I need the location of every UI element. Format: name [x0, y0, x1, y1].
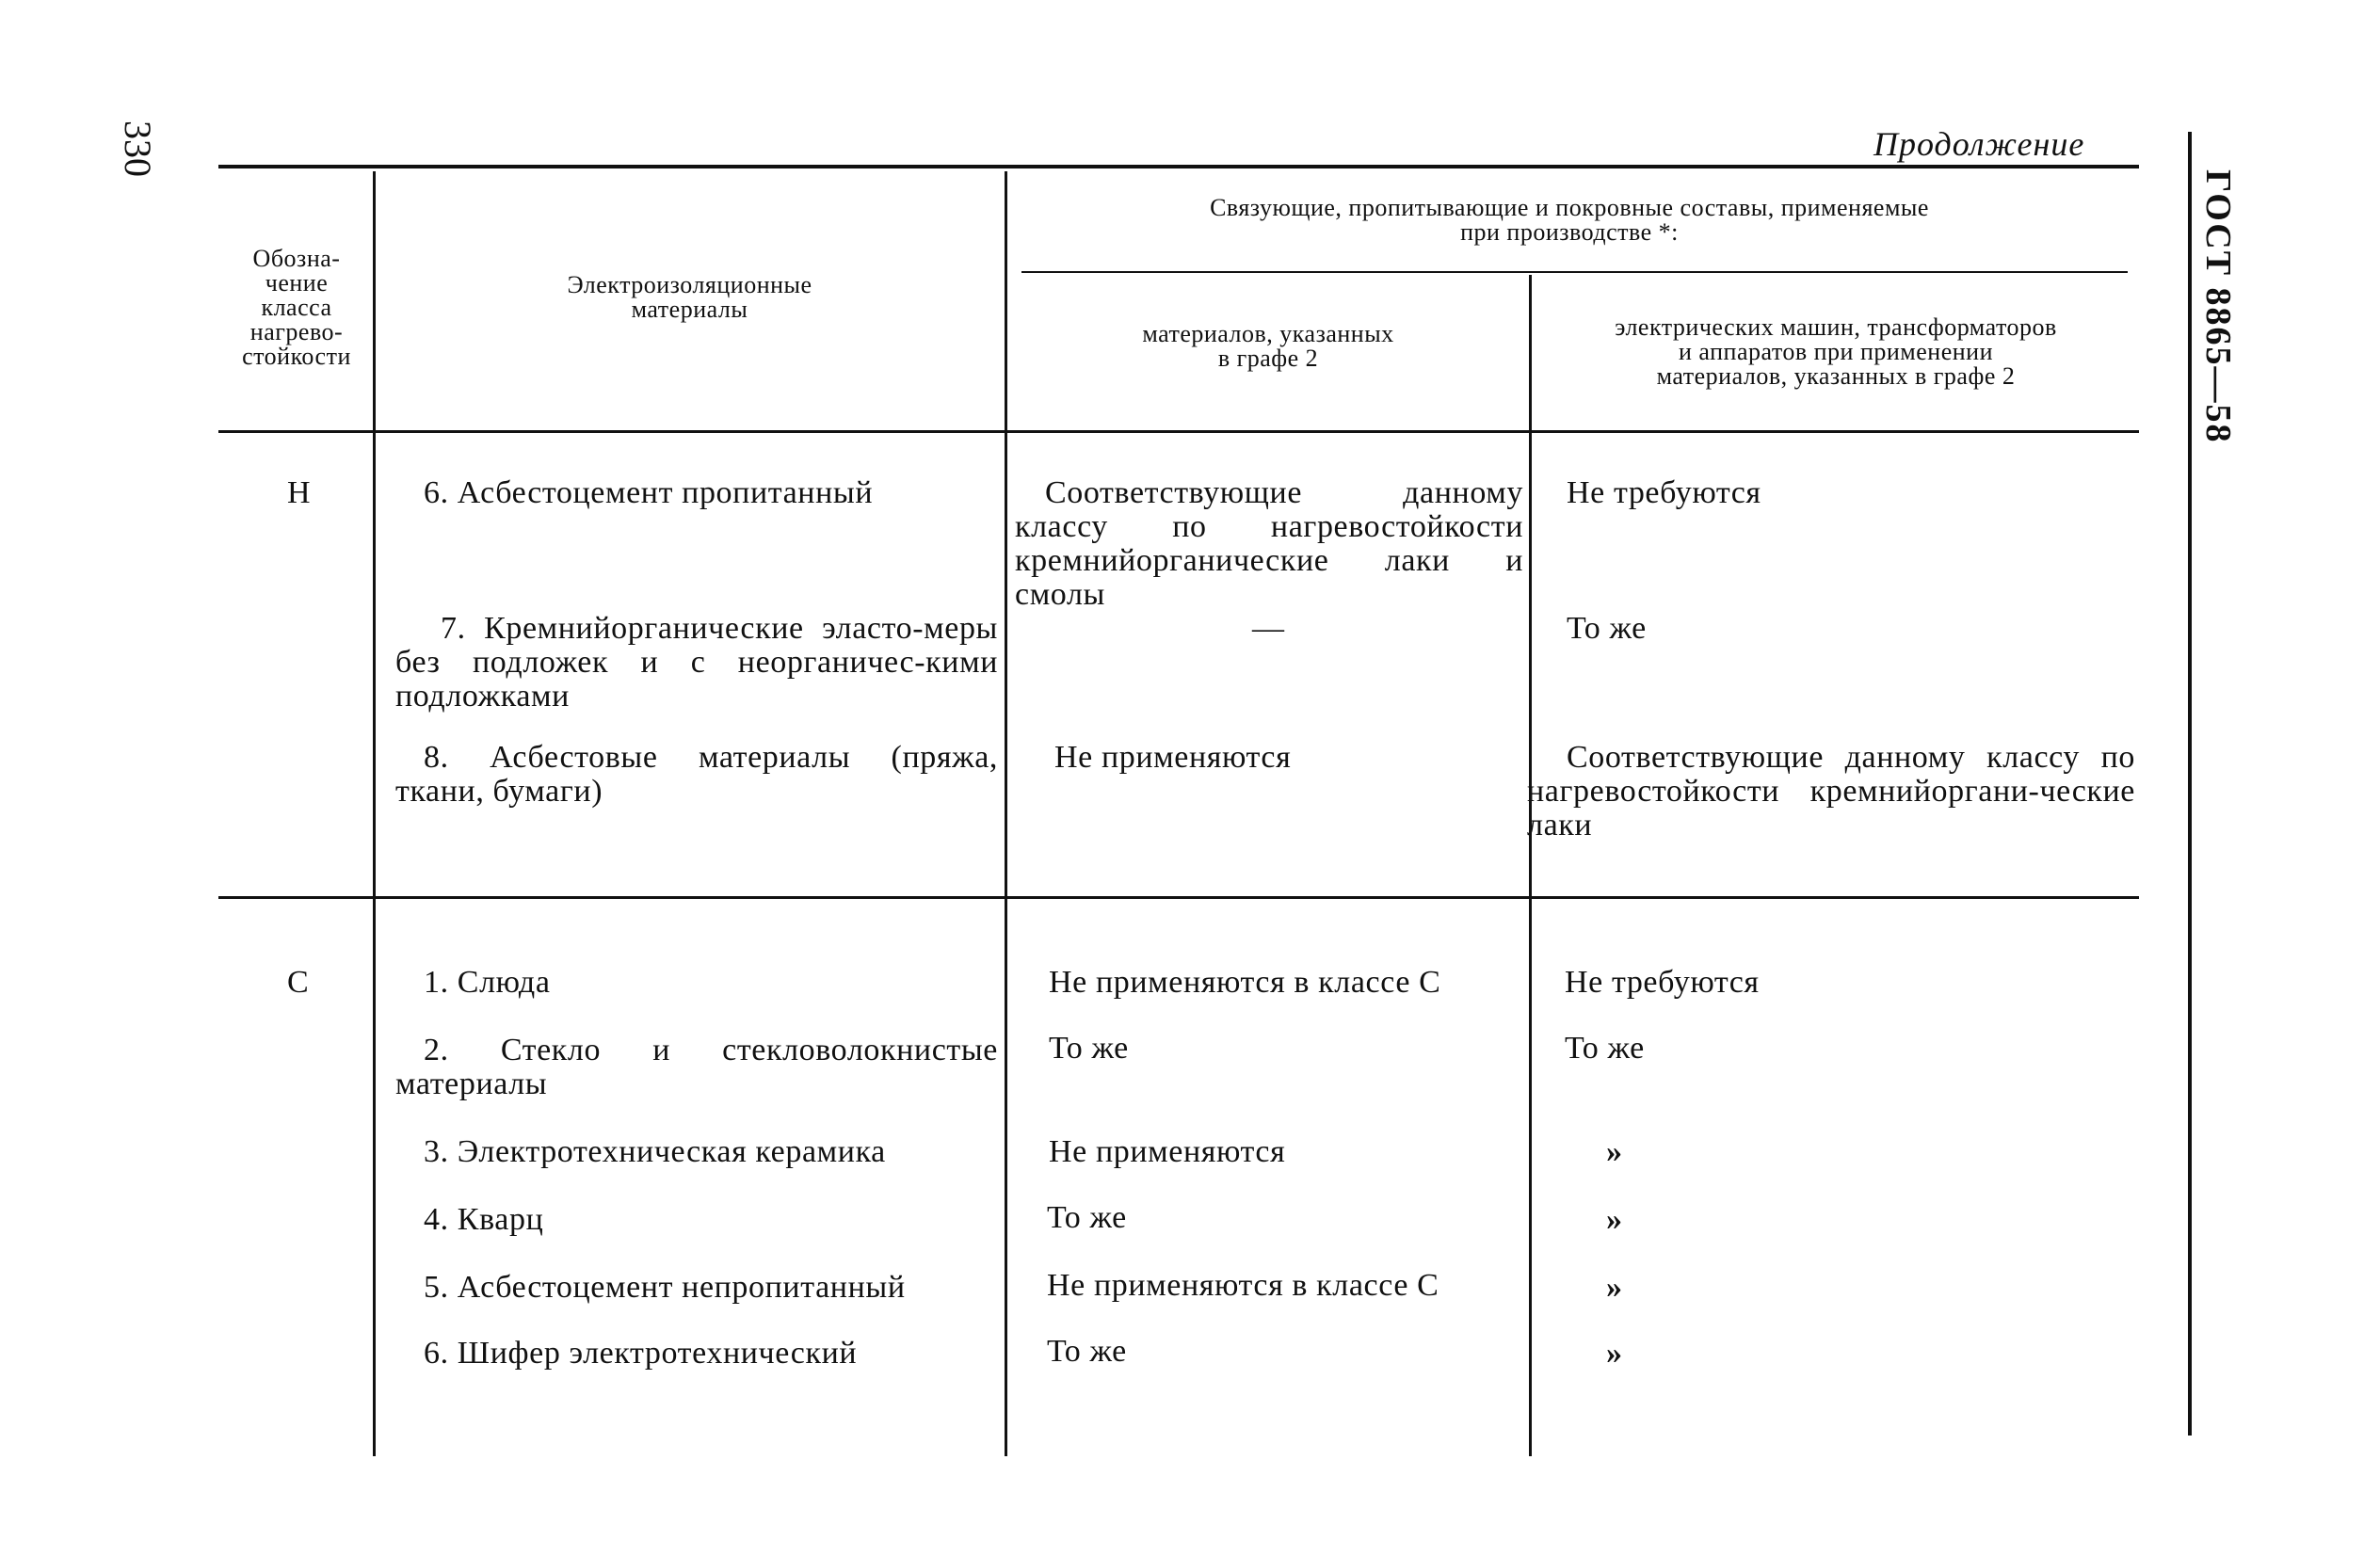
material-h-7: 7. Кремнийорганические эласто-меры без подложек и с неорганичес-кими подложками: [395, 611, 998, 714]
header-materials: Электроизоляционные материалы: [567, 271, 812, 323]
material-c-5: 5. Асбестоцемент непропитанный: [424, 1270, 906, 1305]
col-divider-2: [1005, 171, 1007, 1456]
group-header-rule: [1021, 271, 2128, 273]
material-c-6: 6. Шифер электротехнический: [424, 1336, 858, 1371]
material-c-2: 2. Стекло и стекловолокнистые материалы: [395, 1033, 998, 1101]
machines-h-8: Соответствующие данному классу по нагревостойкости кремнийоргани-ческие лаки: [1527, 740, 2135, 842]
machines-c-6: »: [1606, 1336, 1623, 1371]
right-margin-rule: [2188, 132, 2192, 1436]
binders-c-3: Не применяются: [1049, 1134, 1286, 1169]
class-label-c: С: [287, 965, 310, 1000]
table-top-rule: [218, 165, 2139, 168]
machines-c-2: То же: [1565, 1031, 1645, 1066]
continuation-label: Продолжение: [1873, 125, 2085, 163]
machines-c-5: »: [1606, 1270, 1623, 1305]
material-c-4: 4. Кварц: [424, 1202, 544, 1237]
col-divider-1: [373, 171, 376, 1456]
material-h-8: 8. Асбестовые материалы (пряжа, ткани, бумаги): [395, 740, 998, 809]
header-bottom-rule: [218, 430, 2139, 433]
binders-c-4: То же: [1047, 1200, 1127, 1235]
header-binders-for-machines: электрических машин, трансформаторов и аппаратов при применении материалов, указанных в графе 2: [1615, 313, 2057, 390]
material-c-3: 3. Электротехническая керамика: [424, 1134, 886, 1169]
machines-h-7: То же: [1567, 611, 1647, 646]
header-class-designation: Обозна- чение класса нагрево- стойкости: [242, 245, 351, 370]
machines-c-4: »: [1606, 1202, 1623, 1237]
material-c-1: 1. Слюда: [424, 965, 551, 1000]
binders-c-6: То же: [1047, 1334, 1127, 1369]
machines-c-3: »: [1606, 1134, 1623, 1169]
material-h-6: 6. Асбестоцемент пропитанный: [424, 475, 874, 510]
header-binders-for-materials: материалов, указанных в графе 2: [1142, 320, 1394, 372]
binders-h-6: Соответствующие данному классу по нагревостойкости кремнийорганические лаки и смолы: [1015, 475, 1523, 612]
binders-c-5: Не применяются в классе С: [1047, 1268, 1439, 1303]
binders-c-1: Не применяются в классе С: [1049, 965, 1441, 1000]
page-number: 330: [117, 120, 159, 177]
binders-c-2: То же: [1049, 1031, 1129, 1066]
binders-h-7: —: [1252, 611, 1285, 646]
machines-h-6: Не требуются: [1567, 475, 1761, 510]
header-binders-group: Связующие, пропитывающие и покровные составы, применяемые при производстве *:: [1210, 194, 1929, 246]
binders-h-8: Не применяются: [1054, 740, 1292, 775]
col-divider-3: [1529, 275, 1532, 1456]
machines-c-1: Не требуются: [1565, 965, 1760, 1000]
section-divider-rule: [218, 896, 2139, 899]
class-label-h: Н: [287, 475, 312, 510]
gost-label: ГОСТ 8865—58: [2198, 169, 2238, 444]
